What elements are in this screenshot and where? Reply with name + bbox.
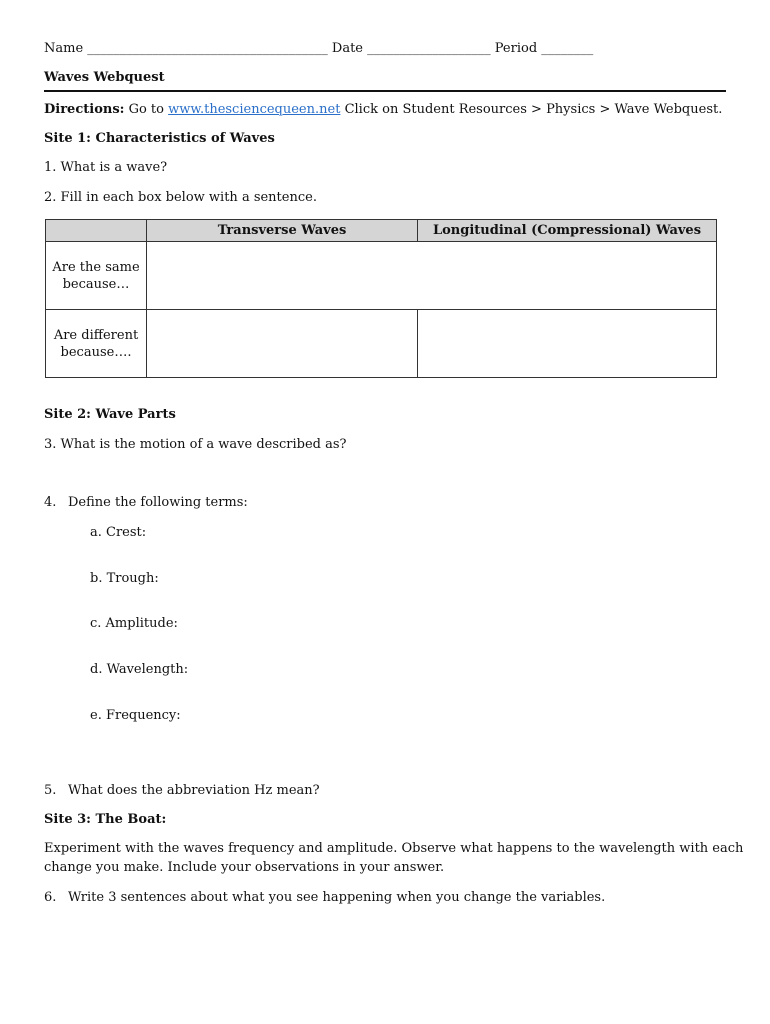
worksheet-title: Waves Webquest [44, 70, 165, 85]
row-label-same-line1: Are the same [52, 259, 140, 275]
row-label-same-line2: because… [62, 276, 130, 292]
site-link[interactable]: www.thesciencequeen.net [168, 102, 341, 117]
site3-paragraph-line1: Experiment with the waves frequency and amplitude. Observe what happens to the wavelength with each [44, 841, 744, 856]
name-date-period-line: Name _____________________________________ Date ___________________ Period ________ [44, 41, 594, 56]
term-frequency: e. Frequency: [90, 708, 181, 723]
row-label-same [46, 242, 147, 310]
term-crest: a. Crest: [90, 525, 147, 540]
term-wavelength: d. Wavelength: [90, 662, 189, 677]
directions-label: Directions: [44, 102, 125, 117]
table-row [46, 310, 717, 378]
answer-cell-longitudinal-different[interactable] [418, 310, 717, 378]
table-header-transverse: Transverse Waves [147, 220, 418, 242]
site3-paragraph-line2: change you make. Include your observations in your answer. [44, 860, 445, 875]
title-rule [44, 90, 726, 92]
directions-line [44, 102, 722, 117]
site1-heading: Site 1: Characteristics of Waves [44, 131, 275, 146]
answer-cell-transverse-different[interactable] [147, 310, 418, 378]
answer-cell-same[interactable] [147, 242, 717, 310]
question-4-number: 4. [44, 495, 57, 510]
table-header-longitudinal: Longitudinal (Compressional) Waves [418, 220, 717, 242]
term-trough: b. Trough: [90, 571, 159, 586]
question-5-number: 5. [44, 783, 57, 798]
term-amplitude: c. Amplitude: [90, 616, 178, 631]
question-4-text: Define the following terms: [68, 495, 248, 510]
comparison-table [45, 219, 717, 378]
directions-post: Click on Student Resources > Physics > Wave Webquest. [344, 102, 723, 117]
row-label-different-line1: Are different [53, 327, 139, 343]
question-6-text: Write 3 sentences about what you see happening when you change the variables. [68, 890, 606, 905]
question-1: 1. What is a wave? [44, 160, 168, 175]
table-header-row [46, 220, 717, 242]
directions-pre: Go to [128, 102, 164, 117]
question-2: 2. Fill in each box below with a sentence. [44, 190, 317, 205]
row-label-different [46, 310, 147, 378]
table-header-blank [46, 220, 147, 242]
site2-heading: Site 2: Wave Parts [44, 407, 176, 422]
question-5-text: What does the abbreviation Hz mean? [68, 783, 320, 798]
question-6-number: 6. [44, 890, 57, 905]
table-row [46, 242, 717, 310]
site3-heading: Site 3: The Boat: [44, 812, 167, 827]
question-3: 3. What is the motion of a wave described as? [44, 437, 347, 452]
row-label-different-line2: because…. [60, 344, 132, 360]
